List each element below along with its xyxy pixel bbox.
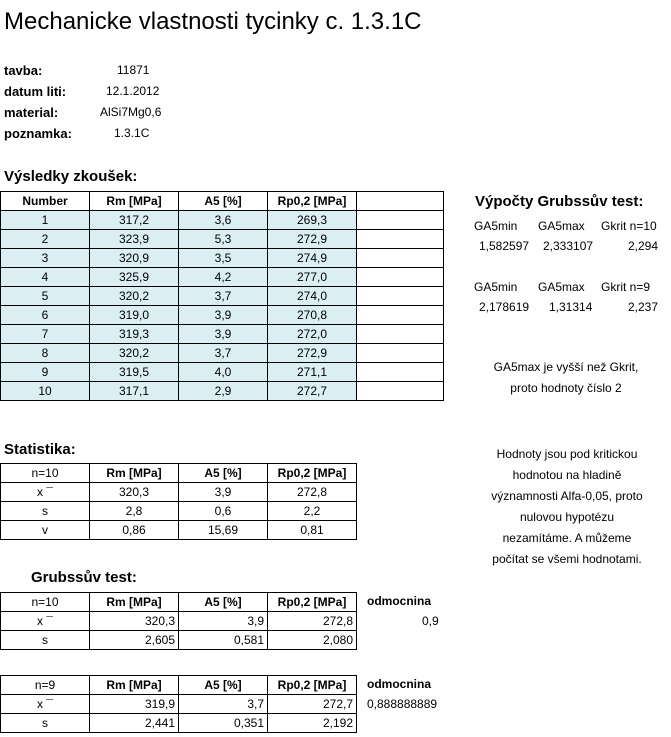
table-cell: 4 — [1, 268, 90, 287]
calc-note-hyp-line5: nezamítáme. A můžeme — [502, 531, 632, 545]
grubbs-heading: Grubssův test: — [31, 569, 137, 586]
table-cell: 4,2 — [179, 268, 268, 287]
table-cell: 274,0 — [268, 287, 357, 306]
results-table — [0, 191, 444, 401]
calc-block2-label-gkrit: Gkrit n=9 — [601, 280, 651, 294]
calc-block2-value-gkrit: 2,237 — [628, 300, 659, 314]
stat-header-n: n=10 — [1, 464, 90, 483]
table-cell: 1 — [1, 211, 90, 230]
table-cell: 3,9 — [179, 306, 268, 325]
table-cell: x ¯ — [1, 483, 90, 502]
stat-header-rm: Rm [MPa] — [90, 464, 179, 483]
calc-note-hyp-line4: nulovou hypotézu — [519, 510, 615, 524]
table-cell: 3,7 — [179, 287, 268, 306]
table-row — [1, 483, 357, 502]
calc-block1-value-ga5max: 2,333107 — [543, 239, 594, 253]
meta-value-poznamka: 1.3.1C — [114, 126, 150, 140]
blank-cell — [357, 344, 444, 363]
stat-header-a5: A5 [%] — [179, 464, 268, 483]
grubbs-n10-header-a5: A5 [%] — [179, 593, 268, 612]
table-cell: 272,9 — [268, 344, 357, 363]
table-cell: 3 — [1, 249, 90, 268]
table-row — [1, 287, 444, 306]
table-cell: 272,8 — [268, 483, 357, 502]
calc-block2-value-ga5max: 1,31314 — [549, 300, 593, 314]
table-cell: 5 — [1, 287, 90, 306]
calc-note-hyp-line6: počítat se všemi hodnotami. — [492, 552, 642, 566]
col-header-rp: Rp0,2 [MPa] — [268, 192, 357, 211]
table-cell: 270,8 — [268, 306, 357, 325]
table-cell: 3,6 — [179, 211, 268, 230]
table-row — [1, 268, 444, 287]
table-row — [1, 714, 357, 733]
table-cell: 3,5 — [179, 249, 268, 268]
col-header-number: Number — [1, 192, 90, 211]
table-cell: 4,0 — [179, 363, 268, 382]
table-cell: 323,9 — [90, 230, 179, 249]
calc-block1-label-ga5min: GA5min — [474, 219, 518, 233]
table-row — [1, 325, 444, 344]
grubbs-n10-header-rm: Rm [MPa] — [90, 593, 179, 612]
table-row — [1, 211, 444, 230]
table-cell: 2,9 — [179, 382, 268, 401]
table-row — [1, 521, 357, 540]
table-cell: 271,1 — [268, 363, 357, 382]
calc-block2-label-ga5max: GA5max — [538, 280, 585, 294]
table-cell: 3,9 — [179, 325, 268, 344]
meta-value-material: AlSi7Mg0,6 — [100, 105, 162, 119]
table-cell: 2,441 — [90, 714, 179, 733]
table-cell: 15,69 — [179, 521, 268, 540]
blank-cell — [357, 249, 444, 268]
statistika-header-row — [1, 464, 357, 483]
col-header-blank — [357, 192, 444, 211]
calc-note-grubbs — [466, 357, 666, 399]
table-cell: 319,5 — [90, 363, 179, 382]
table-cell: x ¯ — [1, 695, 90, 714]
meta-value-datum: 12.1.2012 — [106, 84, 160, 98]
table-row — [1, 249, 444, 268]
calc-note-hyp-line1: Hodnoty jsou pod kritickou — [496, 447, 638, 461]
grubbs-n10-header-n: n=10 — [1, 593, 90, 612]
table-cell: 272,7 — [268, 695, 357, 714]
grubbs-n10-odmocnina-label: odmocnina — [367, 594, 432, 608]
table-cell: 3,7 — [179, 695, 268, 714]
table-cell: 2,2 — [268, 502, 357, 521]
stat-header-rp: Rp0,2 [MPa] — [268, 464, 357, 483]
table-cell: 0,581 — [179, 631, 268, 650]
table-cell: 320,2 — [90, 344, 179, 363]
meta-value-tavba: 11871 — [117, 63, 150, 77]
table-cell: 317,2 — [90, 211, 179, 230]
calc-block2-value-ga5min: 2,178619 — [479, 300, 530, 314]
table-cell: 9 — [1, 363, 90, 382]
table-cell: 269,3 — [268, 211, 357, 230]
table-cell: s — [1, 502, 90, 521]
table-cell: 5,3 — [179, 230, 268, 249]
table-cell: 2 — [1, 230, 90, 249]
table-cell: 320,2 — [90, 287, 179, 306]
grubbs-n9-header-a5: A5 [%] — [179, 676, 268, 695]
table-cell: 3,9 — [179, 612, 268, 631]
table-row — [1, 306, 444, 325]
grubbs-n10-header-rp: Rp0,2 [MPa] — [268, 593, 357, 612]
table-row — [1, 382, 444, 401]
grubbs-n9-odmocnina-label: odmocnina — [367, 677, 432, 691]
table-cell: x ¯ — [1, 612, 90, 631]
table-cell: 272,8 — [268, 612, 357, 631]
table-cell: 2,8 — [90, 502, 179, 521]
table-row — [1, 502, 357, 521]
grubbs-n9-header-n: n=9 — [1, 676, 90, 695]
calc-block1-label-ga5max: GA5max — [538, 219, 585, 233]
calc-note-grubbs-line1: GA5max je vyšší než Gkrit, — [493, 360, 639, 374]
col-header-a5: A5 [%] — [179, 192, 268, 211]
blank-cell — [357, 382, 444, 401]
grubbs-n10-header-row — [1, 593, 357, 612]
table-cell: 325,9 — [90, 268, 179, 287]
calc-note-hyp-line3: významnosti Alfa-0,05, proto — [491, 489, 643, 503]
blank-cell — [357, 230, 444, 249]
calc-heading: Výpočty Grubssův test: — [475, 193, 644, 210]
table-cell: 6 — [1, 306, 90, 325]
table-row — [1, 631, 357, 650]
grubbs-n9-header-row — [1, 676, 357, 695]
calc-note-grubbs-line2: proto hodnoty číslo 2 — [510, 381, 622, 395]
table-cell: 272,0 — [268, 325, 357, 344]
meta-label-material: material: — [4, 105, 59, 120]
statistika-table — [0, 463, 357, 540]
meta-label-poznamka: poznamka: — [4, 126, 72, 141]
table-cell: s — [1, 714, 90, 733]
table-row — [1, 344, 444, 363]
calc-block2-label-ga5min: GA5min — [474, 280, 518, 294]
table-cell: 319,9 — [90, 695, 179, 714]
grubbs-n9-header-rp: Rp0,2 [MPa] — [268, 676, 357, 695]
blank-cell — [357, 363, 444, 382]
grubbs-table-n10 — [0, 592, 357, 650]
table-cell: 317,1 — [90, 382, 179, 401]
table-cell: 3,7 — [179, 344, 268, 363]
table-cell: 0,81 — [268, 521, 357, 540]
meta-label-tavba: tavba: — [4, 63, 43, 78]
table-row — [1, 230, 444, 249]
table-cell: 3,9 — [179, 483, 268, 502]
results-heading: Výsledky zkoušek: — [4, 168, 138, 185]
calc-block1-value-ga5min: 1,582597 — [479, 239, 530, 253]
table-cell: 272,9 — [268, 230, 357, 249]
table-row — [1, 695, 357, 714]
page-title: Mechanicke vlastnosti tycinky c. 1.3.1C — [4, 8, 422, 35]
table-cell: 272,7 — [268, 382, 357, 401]
blank-cell — [357, 287, 444, 306]
table-cell: 277,0 — [268, 268, 357, 287]
calc-block1-value-gkrit: 2,294 — [628, 239, 659, 253]
table-cell: 274,9 — [268, 249, 357, 268]
results-header-row — [1, 192, 444, 211]
grubbs-n9-odmocnina-value: 0,888888889 — [367, 697, 438, 711]
table-cell: 320,3 — [90, 483, 179, 502]
table-cell: 320,9 — [90, 249, 179, 268]
table-cell: 7 — [1, 325, 90, 344]
table-cell: s — [1, 631, 90, 650]
blank-cell — [357, 306, 444, 325]
table-cell: 0,6 — [179, 502, 268, 521]
table-cell: 320,3 — [90, 612, 179, 631]
table-cell: v — [1, 521, 90, 540]
table-cell: 319,3 — [90, 325, 179, 344]
calc-note-hyp-line2: hodnotou na hladině — [512, 468, 622, 482]
table-cell: 2,192 — [268, 714, 357, 733]
table-cell: 0,86 — [90, 521, 179, 540]
statistika-heading: Statistika: — [4, 441, 76, 458]
table-cell: 10 — [1, 382, 90, 401]
grubbs-n10-odmocnina-value: 0,9 — [422, 614, 439, 628]
col-header-rm: Rm [MPa] — [90, 192, 179, 211]
table-row — [1, 612, 357, 631]
grubbs-table-n9 — [0, 675, 357, 733]
table-cell: 0,351 — [179, 714, 268, 733]
calc-block1-label-gkrit: Gkrit n=10 — [601, 219, 657, 233]
grubbs-n9-header-rm: Rm [MPa] — [90, 676, 179, 695]
meta-label-datum: datum liti: — [4, 84, 67, 99]
blank-cell — [357, 211, 444, 230]
blank-cell — [357, 325, 444, 344]
table-cell: 2,080 — [268, 631, 357, 650]
table-cell: 2,605 — [90, 631, 179, 650]
blank-cell — [357, 268, 444, 287]
table-row — [1, 363, 444, 382]
calc-note-hypothesis — [462, 444, 671, 570]
table-cell: 8 — [1, 344, 90, 363]
table-cell: 319,0 — [90, 306, 179, 325]
